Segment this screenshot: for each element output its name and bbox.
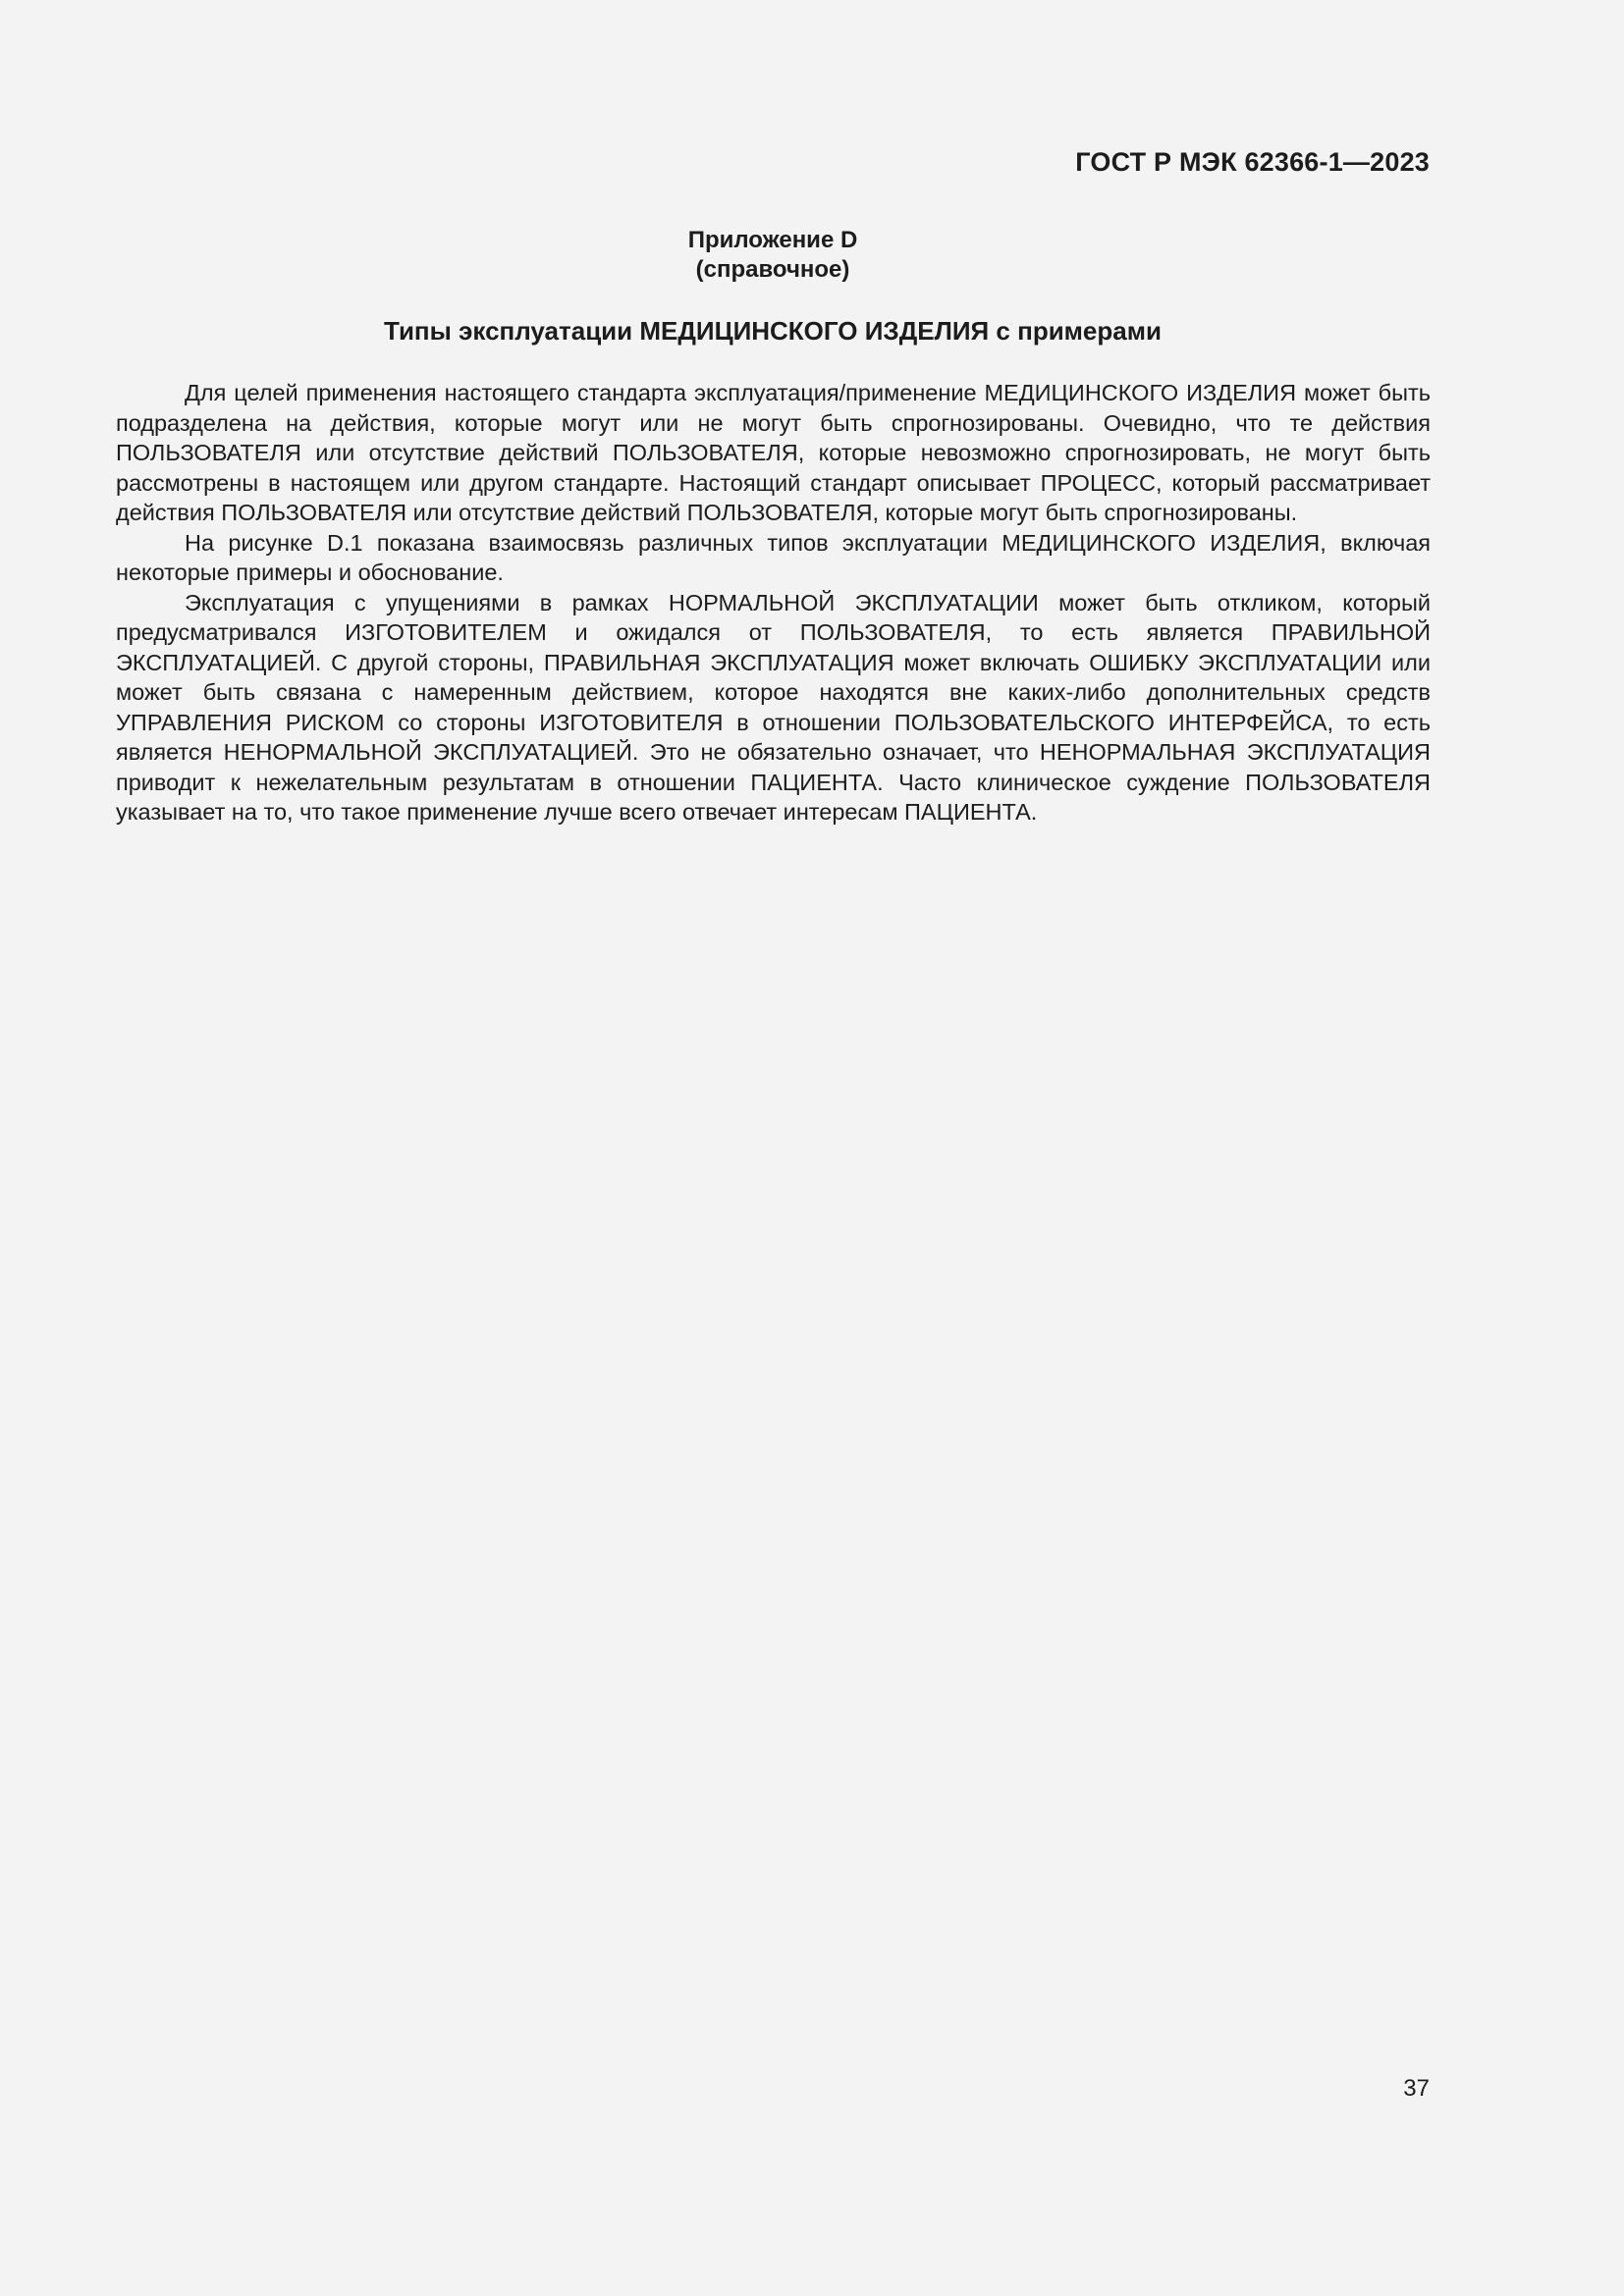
paragraph: На рисунке D.1 показана взаимосвязь различных типов эксплуатации МЕДИЦИНСКОГО ИЗДЕЛИЯ, включая некоторые примеры и обоснование. [116,529,1431,585]
body-text [116,378,1431,828]
section-title: Типы эксплуатации МЕДИЦИНСКОГО ИЗДЕЛИЯ с примерами [384,316,1162,346]
page-number: 37 [1403,2075,1430,2102]
paragraph: Эксплуатация с упущениями в рамках НОРМАЛЬНОЙ ЭКСПЛУАТАЦИИ может быть откликом, который предусматривался ИЗГОТОВИТЕЛЕМ и ожидался от ПОЛЬЗОВАТЕЛЯ, то есть является ПРАВИЛЬНОЙ ЭКСПЛУАТАЦИЕЙ. С другой стороны, ПРАВИЛЬНАЯ ЭКСПЛУАТАЦИЯ может включать ОШИБКУ ЭКСПЛУАТАЦИИ или может быть связана с намеренным действием, которое находятся вне каких-либо дополнительных средств УПРАВЛЕНИЯ РИСКОМ со стороны ИЗГОТОВИТЕЛЯ в отношении ПОЛЬЗОВАТЕЛЬСКОГО ИНТЕРФЕЙСА, то есть является НЕНОРМАЛЬНОЙ ЭКСПЛУАТАЦИЕЙ. Это не обязательно означает, что НЕНОРМАЛЬНАЯ ЭКСПЛУАТАЦИЯ приводит к нежелательным результатам в отношении ПАЦИЕНТА. Часто клиническое суждение ПОЛЬЗОВАТЕЛЯ указывает на то, что такое применение лучше всего отвечает интересам ПАЦИЕНТА. [116,589,1431,825]
document-code: ГОСТ Р МЭК 62366-1—2023 [1075,147,1430,177]
appendix-heading [0,226,1545,285]
paragraph: Для целей применения настоящего стандарта эксплуатация/применение МЕДИЦИНСКОГО ИЗДЕЛИЯ может быть подразделена на действия, которые могут или не могут быть спрогнозированы. Очевидно, что те действия ПОЛЬЗОВАТЕЛЯ или отсутствие действий ПОЛЬЗОВАТЕЛЯ, которые невозможно спрогнозировать, не могут быть рассмотрены в настоящем или другом стандарте. Настоящий стандарт описывает ПРОЦЕСС, который рассматривает действия ПОЛЬЗОВАТЕЛЯ или отсутствие действий ПОЛЬЗОВАТЕЛЯ, которые могут быть спрогнозированы. [116,380,1431,525]
appendix-label: Приложение D [687,227,858,253]
appendix-status: (справочное) [695,256,850,283]
